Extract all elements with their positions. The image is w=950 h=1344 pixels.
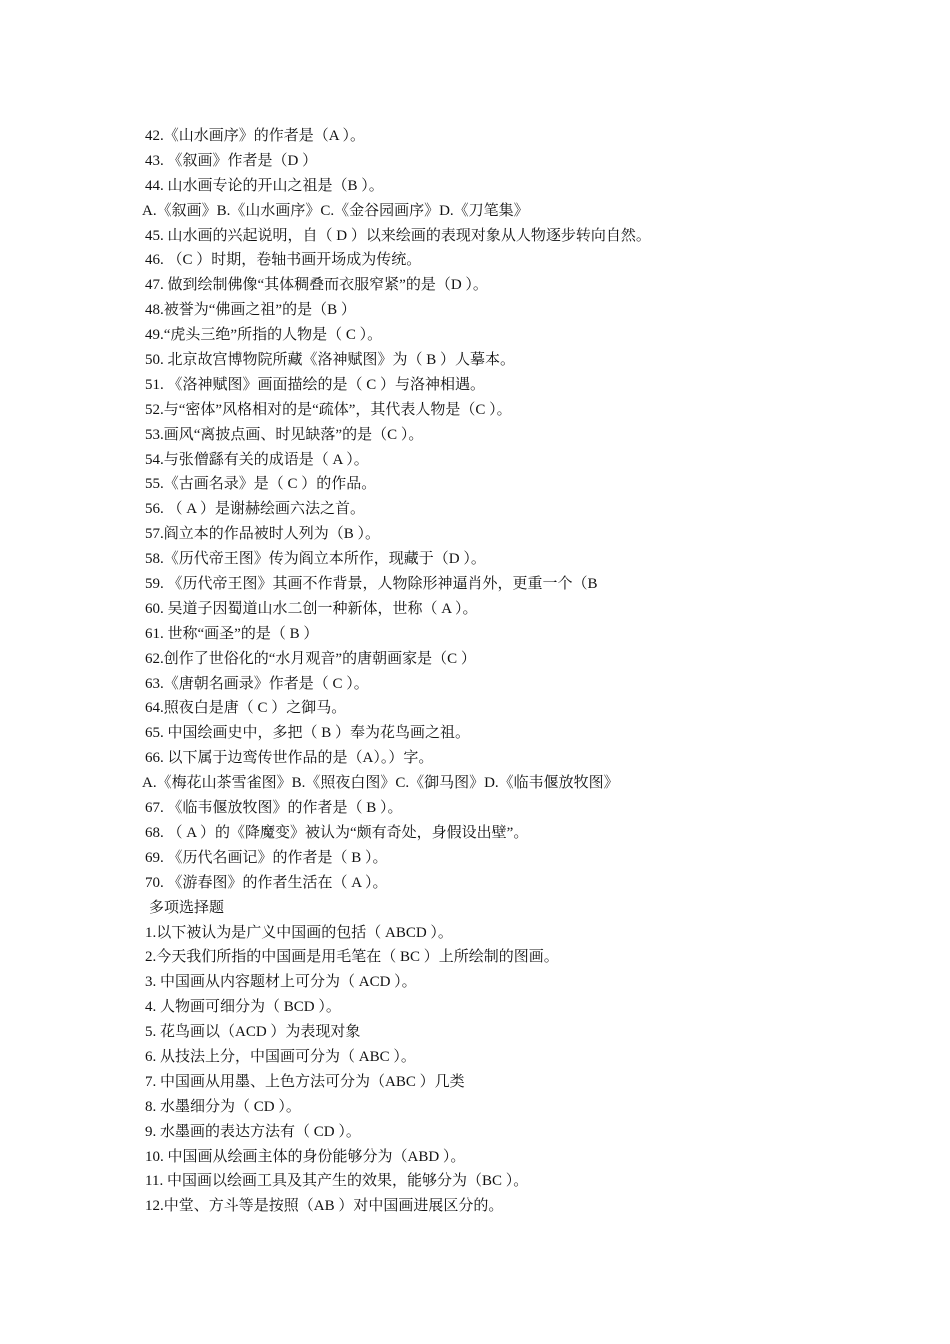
- question-70: 70. 《游春图》的作者生活在（ A ）。: [145, 874, 388, 891]
- question-66: 66. 以下属于边鸾传世作品的是（A）。）字。: [145, 750, 434, 767]
- multi-question-7: 7. 中国画从用墨、上色方法可分为（ABC ）几类: [145, 1073, 465, 1090]
- multi-question-6: 6. 从技法上分，中国画可分为（ ABC ）。: [145, 1048, 416, 1065]
- question-49: 49.“虎头三绝”所指的人物是（ C ）。: [145, 327, 383, 344]
- question-69: 69. 《历代名画记》的作者是（ B ）。: [145, 849, 388, 866]
- question-50: 50. 北京故宫博物院所藏《洛神赋图》为（ B ）人摹本。: [145, 352, 516, 369]
- question-42: 42.《山水画序》的作者是（A ）。: [145, 128, 366, 144]
- question-63: 63.《唐朝名画录》作者是（ C ）。: [145, 675, 369, 692]
- question-64: 64.照夜白是唐（ C ）之御马。: [145, 700, 347, 717]
- question-44: 44. 山水画专论的开山之祖是（B ）。: [145, 177, 384, 194]
- question-46: 46. （C ）时期，卷轴书画开场成为传统。: [145, 252, 422, 269]
- question-44-options: A.《叙画》B.《山水画序》C.《金谷园画序》D.《刀笔集》: [142, 202, 529, 219]
- question-62: 62.创作了世俗化的“水月观音”的唐朝画家是（C ）: [145, 650, 476, 667]
- multi-question-12: 12.中堂、方斗等是按照（AB ）对中国画进展区分的。: [145, 1198, 504, 1215]
- question-60: 60. 吴道子因蜀道山水二创一种新体，世称（ A ）。: [145, 600, 478, 617]
- question-51: 51. 《洛神赋图》画面描绘的是（ C ）与洛神相遇。: [145, 376, 486, 393]
- multi-question-9: 9. 水墨画的表达方法有（ CD ）。: [145, 1123, 361, 1140]
- question-68: 68. （ A ）的《降魔变》被认为“颇有奇处，身假设出壁”。: [145, 824, 529, 841]
- question-65: 65. 中国绘画史中，多把（ B ）奉为花鸟画之祖。: [145, 725, 471, 742]
- multi-question-3: 3. 中国画从内容题材上可分为（ ACD ）。: [145, 974, 417, 991]
- question-48: 48.被誉为“佛画之祖”的是（B ）: [145, 302, 356, 319]
- question-59: 59. 《历代帝王图》其画不作背景，人物除形神逼肖外，更重一个（B: [145, 576, 598, 593]
- multi-question-1: 1.以下被认为是广义中国画的包括（ ABCD ）。: [145, 924, 453, 941]
- question-45: 45. 山水画的兴起说明，自（ D ）以来绘画的表现对象从人物逐步转向自然。: [145, 227, 651, 244]
- question-66-options: A.《梅花山茶雪雀图》B.《照夜白图》C.《御马图》D.《临韦偃放牧图》: [142, 775, 619, 792]
- question-53: 53.画风“离披点画、时见缺落”的是（C ）。: [145, 426, 424, 443]
- question-61: 61. 世称“画圣”的是（ B ）: [145, 625, 319, 642]
- question-54: 54.与张僧繇有关的成语是（ A ）。: [145, 451, 369, 468]
- question-56: 56. （ A ）是谢赫绘画六法之首。: [145, 501, 366, 518]
- question-list: [142, 124, 905, 1219]
- question-57: 57.阎立本的作品被时人列为（B ）。: [145, 526, 381, 543]
- question-58: 58.《历代帝王图》传为阎立本所作，现藏于（D ）。: [145, 551, 486, 568]
- multi-question-10: 10. 中国画从绘画主体的身份能够分为（ABD ）。: [145, 1148, 466, 1165]
- question-43: 43. 《叙画》作者是（D ）: [145, 152, 318, 169]
- multi-question-5: 5. 花鸟画以（ACD ）为表现对象: [145, 1024, 361, 1041]
- multi-question-11: 11. 中国画以绘画工具及其产生的效果，能够分为（BC ）。: [145, 1173, 529, 1190]
- question-47: 47. 做到绘制佛像“其体稠叠而衣服窄紧”的是（D ）。: [145, 277, 488, 294]
- multi-question-8: 8. 水墨细分为（ CD ）。: [145, 1098, 301, 1115]
- multi-question-2: 2.今天我们所指的中国画是用毛笔在（ BC ）上所绘制的图画。: [145, 949, 559, 966]
- question-55: 55.《古画名录》是（ C ）的作品。: [145, 476, 377, 493]
- question-52: 52.与“密体”风格相对的是“疏体”，其代表人物是（C ）。: [145, 401, 512, 418]
- section-heading-multiple-choice: 多项选择题: [149, 899, 225, 916]
- multi-question-4: 4. 人物画可细分为（ BCD ）。: [145, 999, 341, 1016]
- question-67: 67. 《临韦偃放牧图》的作者是（ B ）。: [145, 800, 403, 817]
